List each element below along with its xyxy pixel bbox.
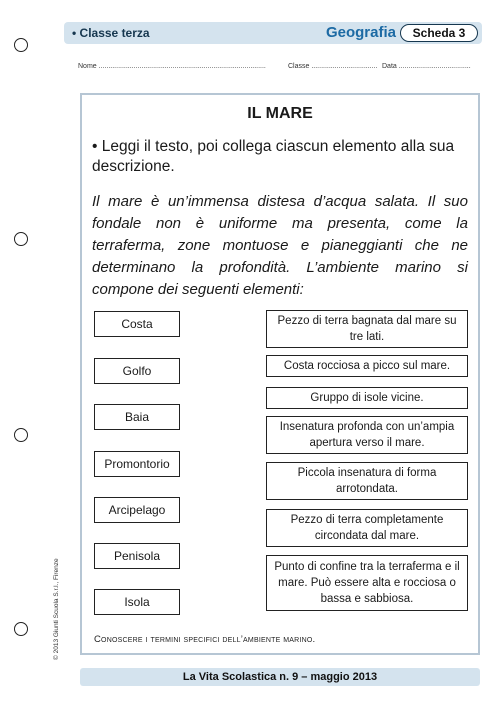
worksheet-frame xyxy=(80,93,480,655)
description-box[interactable]: Gruppo di isole vicine. xyxy=(266,387,468,409)
term-box[interactable]: Isola xyxy=(94,589,180,615)
header-bar xyxy=(64,22,482,44)
learning-objective: Conoscere i termini specifici dell’ambiente marino. xyxy=(94,634,316,645)
instruction-text: • Leggi il testo, poi collega ciascun elemento alla sua descrizione. xyxy=(92,138,455,175)
passage-text: Il mare è un’immensa distesa d’acqua salata. Il suo fondale non è uniforme ma presenta, come la terraferma, zone montuose e pianeggianti che ne determinano la profondità. L’ambiente marino si compone dei seguenti elementi: xyxy=(92,193,468,298)
description-box[interactable]: Insenatura profonda con un’ampia apertura verso il mare. xyxy=(266,416,468,454)
copyright-note: © 2013 Giunti Scuola S.r.l., Firenze xyxy=(53,558,60,660)
binder-hole-4 xyxy=(14,622,28,636)
class-label: • Classe terza xyxy=(72,26,150,40)
description-box[interactable]: Pezzo di terra completamente circondata dal mare. xyxy=(266,509,468,547)
worksheet-title: IL MARE xyxy=(247,105,313,122)
name-field[interactable]: Nome ...................................................................................... xyxy=(78,63,266,70)
class-field[interactable]: Classe .................................. xyxy=(288,63,378,70)
sheet-badge: Scheda 3 xyxy=(400,24,478,42)
term-box[interactable]: Golfo xyxy=(94,358,180,384)
binder-hole-3 xyxy=(14,428,28,442)
description-box[interactable]: Costa rocciosa a picco sul mare. xyxy=(266,355,468,377)
term-box[interactable]: Promontorio xyxy=(94,451,180,477)
date-field[interactable]: Data ..................................... xyxy=(382,63,471,70)
binder-hole-1 xyxy=(14,38,28,52)
description-box[interactable]: Piccola insenatura di forma arrotondata. xyxy=(266,462,468,500)
term-box[interactable]: Baia xyxy=(94,404,180,430)
binder-hole-2 xyxy=(14,232,28,246)
description-box[interactable]: Punto di confine tra la terraferma e il mare. Può essere alta e rocciosa o bassa e sabbiosa. xyxy=(266,555,468,611)
description-box[interactable]: Pezzo di terra bagnata dal mare su tre lati. xyxy=(266,310,468,348)
footer-bar: La Vita Scolastica n. 9 – maggio 2013 xyxy=(80,668,480,686)
term-box[interactable]: Penisola xyxy=(94,543,180,569)
term-box[interactable]: Arcipelago xyxy=(94,497,180,523)
subject-title: Geografia xyxy=(325,24,396,41)
term-box[interactable]: Costa xyxy=(94,311,180,337)
